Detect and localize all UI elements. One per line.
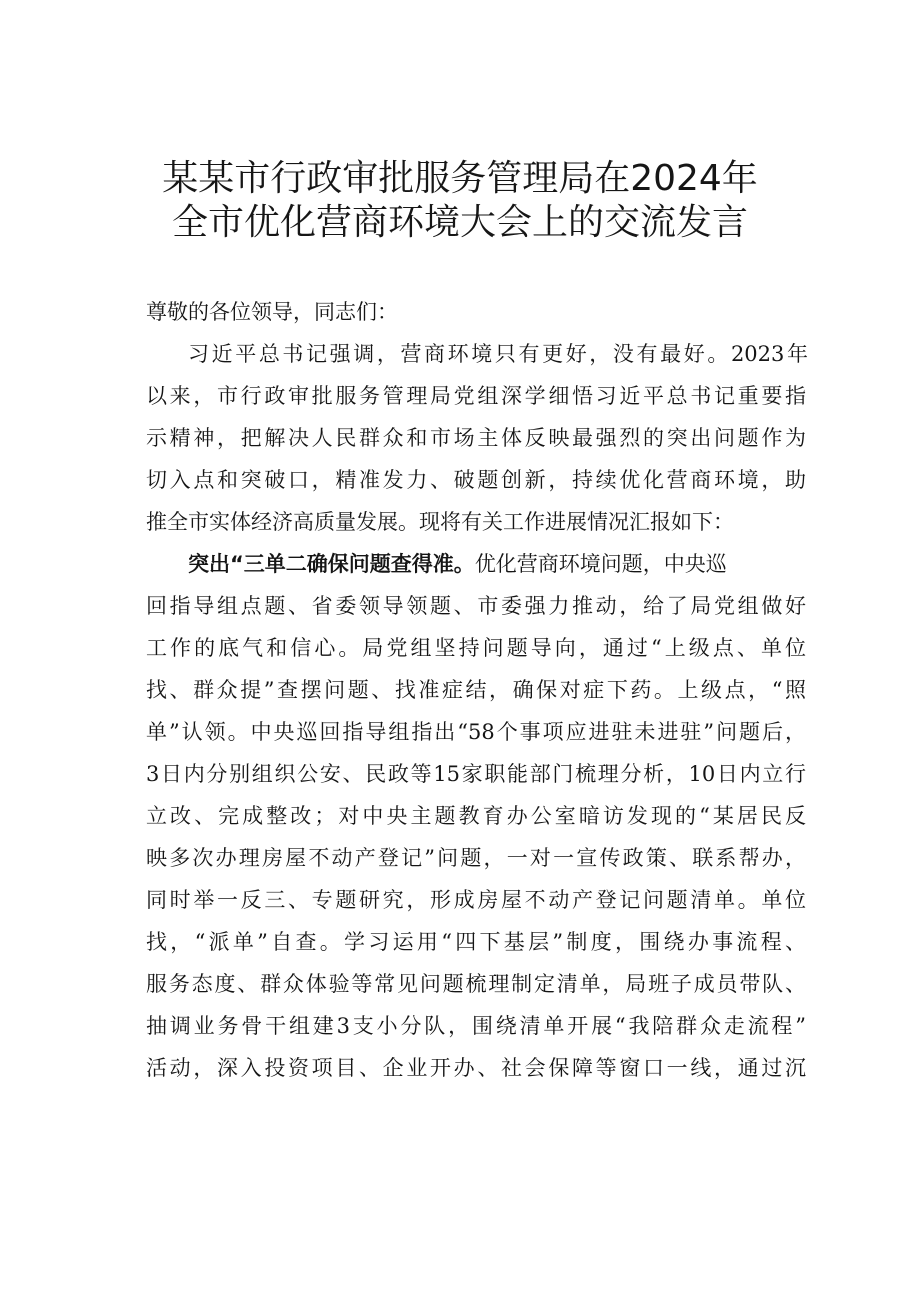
document-title-line-2: 全市优化营商环境大会上的交流发言 (171, 202, 748, 243)
section-1-line: 3日内分别组织公安、民政等15家职能部门梳理分析，10日内立行 (146, 762, 806, 786)
section-1-line: 同时举一反三、专题研究，形成房屋不动产登记问题清单。单位 (146, 888, 806, 912)
section-1-line: 抽调业务骨干组建3支小分队，围绕清单开展“我陪群众走流程” (146, 1014, 806, 1038)
section-1-line: 工作的底气和信心。局党组坚持问题导向，通过“上级点、单位 (146, 636, 806, 660)
paragraph-1-line: 习近平总书记强调，营商环境只有更好，没有最好。2023年 (188, 342, 808, 366)
document-title-line-1: 某某市行政审批服务管理局在2024年 (162, 158, 758, 199)
paragraph-1-line: 切入点和突破口，精准发力、破题创新，持续优化营商环境，助 (146, 468, 806, 492)
section-1-line: 映多次办理房屋不动产登记”问题，一对一宣传政策、联系帮办， (146, 846, 806, 870)
section-1-line: 回指导组点题、省委领导领题、市委强力推动，给了局党组做好 (146, 594, 806, 618)
section-1-line: 立改、完成整改；对中央主题教育办公室暗访发现的“某居民反 (146, 804, 806, 828)
section-1-heading: 突出“三单二确保问题查得准。 (188, 552, 475, 576)
section-1-first-line-text: 优化营商环境问题，中央巡 (474, 552, 727, 576)
section-1-first-line (188, 548, 808, 580)
section-1-line: 找、群众提”查摆问题、找准症结，确保对症下药。上级点，“照 (146, 678, 806, 702)
section-1-line: 服务态度、群众体验等常见问题梳理制定清单，局班子成员带队、 (146, 972, 806, 996)
section-1-line: 单”认领。中央巡回指导组指出“58个事项应进驻未进驻”问题后， (146, 720, 806, 744)
salutation: 尊敬的各位领导，同志们： (146, 300, 398, 324)
paragraph-1-line: 示精神，把解决人民群众和市场主体反映最强烈的突出问题作为 (146, 426, 806, 450)
section-1-line: 找，“派单”自查。学习运用“四下基层”制度，围绕办事流程、 (146, 930, 806, 954)
paragraph-1-line: 以来，市行政审批服务管理局党组深学细悟习近平总书记重要指 (146, 384, 806, 408)
paragraph-1-line: 推全市实体经济高质量发展。现将有关工作进展情况汇报如下： (146, 510, 734, 534)
section-1-line: 活动，深入投资项目、企业开办、社会保障等窗口一线，通过沉 (146, 1056, 806, 1080)
